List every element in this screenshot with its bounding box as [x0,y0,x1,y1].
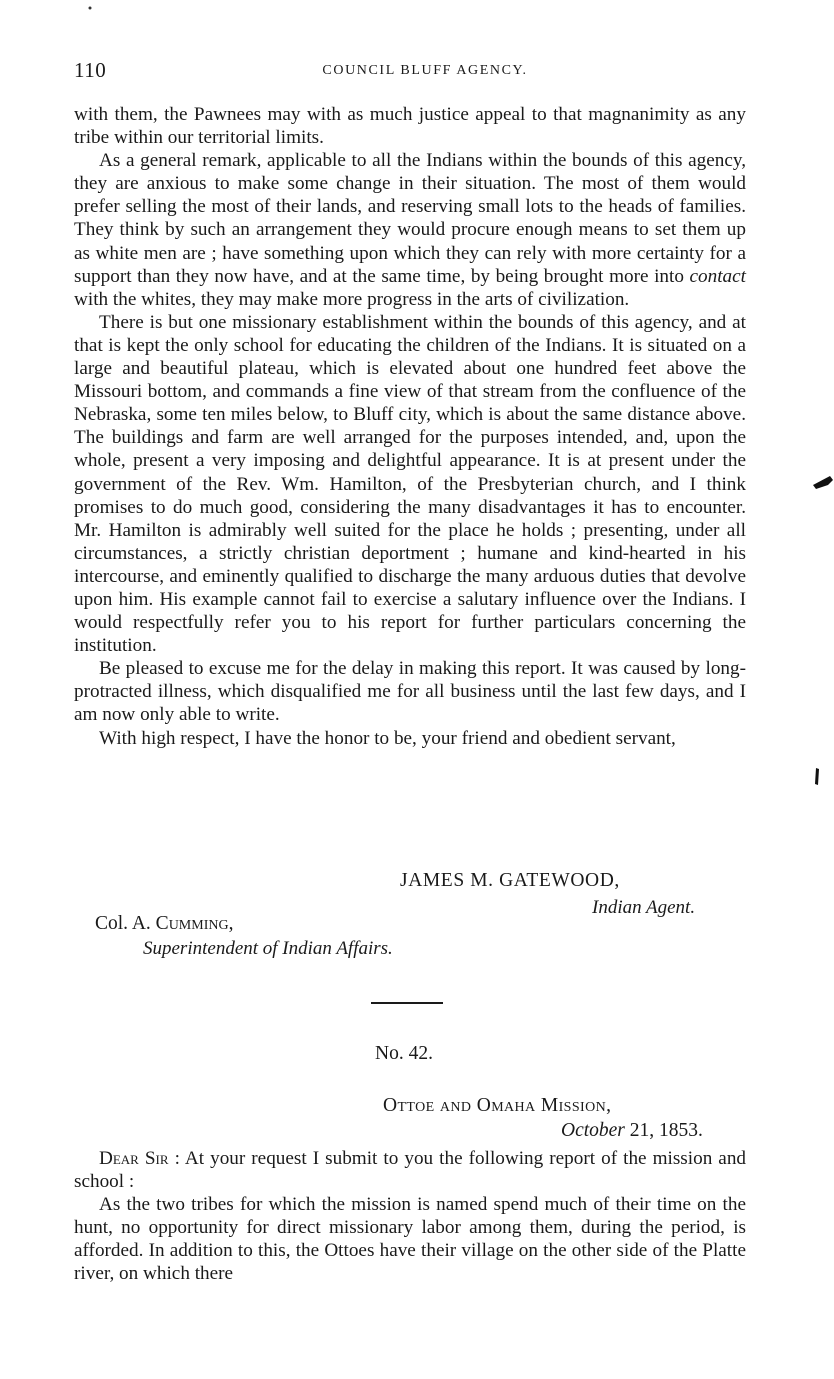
dateline-month: October [561,1120,625,1141]
signature-title: Indian Agent. [592,897,696,918]
paragraph-closing: With high respect, I have the honor to be, your friend and obedient servant, [99,727,676,749]
paragraph-request-text: At your request I submit to you the following report of the mission and school : [74,1148,747,1193]
dateline-place [383,1095,611,1117]
paragraph-request [74,1147,746,1193]
paragraph-tribes: As the two tribes for which the mission is named spend much of their time on the hunt, no opportunity for direct missionary labor among them, during the period, is afforded. In addition to this, the Ottoes have their village on the other side of the Platte river, on which there [74,1194,746,1285]
dateline-place-and: and [434,1095,477,1116]
addressee-name-rest: umming, [168,913,234,934]
margin-ink-dot [88,6,92,10]
dateline-day-year: 21, 1853. [624,1120,703,1141]
paragraph-excuse: Be pleased to excuse me for the delay in making this report. It was caused by long-protracted illness, which disqualified me for all business until the last few days, and I am now only able to write. [74,658,746,726]
document-number: No. 42. [375,1043,433,1064]
dateline-place-o2: O [476,1095,492,1116]
paragraph-continued: with them, the Pawnees may with as much justice appeal to that magnanimity as any tribe within our territorial limits. [74,104,746,149]
letter-body [74,1147,746,1286]
running-head: COUNCIL BLUFF AGENCY. [322,63,528,78]
margin-ink-mark-arrow [812,474,834,492]
page-number: 110 [74,58,107,82]
dateline-place-o1: O [383,1095,398,1116]
page-header [74,58,746,88]
salutation: Dear Sir : [99,1148,180,1169]
addressee-name [95,913,233,935]
dateline-place-m: M [535,1095,559,1116]
section-divider [371,1002,443,1004]
paragraph-general-remark [74,149,746,311]
addressee-title: Superintendent of Indian Affairs. [143,938,393,959]
italic-word-contact: contact [689,265,746,287]
dateline-place-maha: maha [491,1095,536,1116]
paragraph-general-remark-text-a: As a general remark, applicable to all the Indians within the bounds of this agency, they are anxious to make some change in their situation. The most of them would prefer selling the most of their lands, and reserving small lots to the heads of families. They think by such an arrangement they would procure enough means to set them up as white men are ; have something upon which they can rely with more certainty for a support than they now have, and at the same time, by being brought more into [74,150,746,287]
report-body [74,103,746,750]
dateline-place-ission: ission, [558,1095,612,1116]
paragraph-mission: There is but one missionary establishment within the bounds of this agency, and at that is kept the only school for educating the children of the Indians. It is situated on a large and beautiful plateau, which is elevated about one hundred feet above the Missouri bottom, and commands a fine view of that stream from the confluence of the Nebraska, some ten miles below, to Bluff city, which is about the same distance above. The buildings and farm are well arranged for the purposes intended, and, upon the whole, present a very imposing and delightful appearance. It is at present under the government of the Rev. Wm. Hamilton, of the Presbyterian church, and I think promises to do much good, considering the many disadvantages it has to encounter. Mr. Hamilton is admirably well suited for the place he holds ; presenting, under all circumstances, a strictly christian deportment ; humane and kind-hearted in his intercourse, and eminently qualified to discharge the many arduous duties that devolve upon him. His example cannot fail to exercise a salutary influence over the Indians. I would respectfully refer you to his report for further particulars concerning the institution. [74,311,746,657]
addressee-name-prefix: Col. A. C [95,913,169,934]
paragraph-general-remark-text-b: with the whites, they may make more progress in the arts of civilization. [74,288,630,310]
signature-name: JAMES M. GATEWOOD, [400,870,620,891]
margin-ink-mark-stroke [814,768,820,786]
dateline-place-ttoe: ttoe [397,1095,435,1116]
dateline-date [561,1120,703,1142]
